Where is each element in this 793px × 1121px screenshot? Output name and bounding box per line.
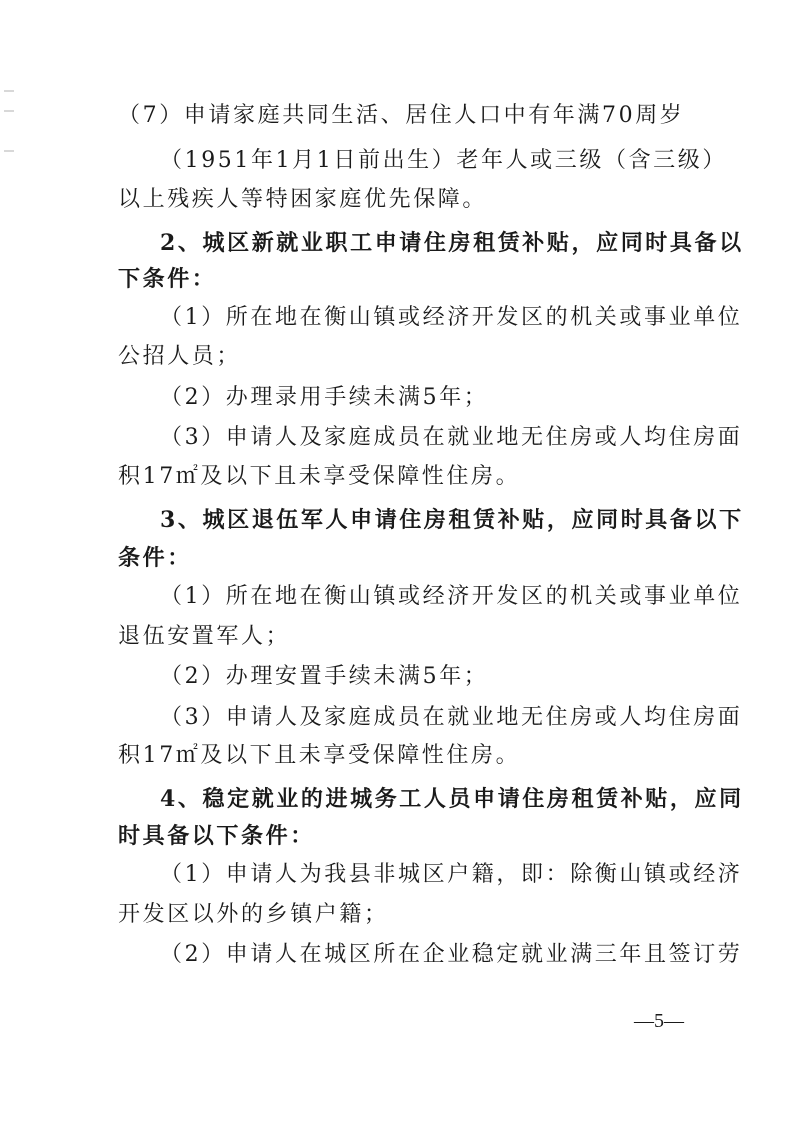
section-heading: 3、城区退伍军人申请住房租赁补贴，应同时具备以下 — [160, 507, 744, 533]
text-line: 退伍安置军人； — [118, 624, 291, 649]
scan-artifact — [4, 90, 14, 92]
text-line: （3）申请人及家庭成员在就业地无住房或人均住房面 — [160, 425, 743, 450]
text-line: （2）办理录用手续未满5年； — [160, 385, 489, 410]
text-line: 开发区以外的乡镇户籍； — [118, 902, 389, 927]
text-line: 公招人员； — [118, 344, 242, 369]
scan-artifact — [4, 110, 14, 112]
text-line: （1）所在地在衡山镇或经济开发区的机关或事业单位 — [160, 584, 743, 609]
text-line: 积17㎡及以下且未享受保障性住房。 — [118, 743, 521, 768]
text-line: 积17㎡及以下且未享受保障性住房。 — [118, 464, 521, 489]
scan-artifact — [4, 150, 14, 152]
text-line: （7）申请家庭共同生活、居住人口中有年满70周岁 — [118, 103, 685, 128]
section-heading-cont: 条件： — [118, 545, 192, 571]
section-heading-cont: 下条件： — [118, 266, 217, 292]
text-line: （3）申请人及家庭成员在就业地无住房或人均住房面 — [160, 705, 743, 730]
section-heading: 4、稳定就业的进城务工人员申请住房租赁补贴，应同 — [160, 786, 744, 812]
text-line: （1951年1月1日前出生）老年人或三级（含三级） — [160, 148, 727, 173]
page-number: —5— — [634, 1010, 684, 1032]
section-heading: 2、城区新就业职工申请住房租赁补贴，应同时具备以 — [160, 230, 744, 256]
text-line: （2）办理安置手续未满5年； — [160, 664, 489, 689]
text-line: （2）申请人在城区所在企业稳定就业满三年且签订劳 — [160, 942, 743, 967]
section-heading-cont: 时具备以下条件： — [118, 823, 315, 849]
text-line: 以上残疾人等特困家庭优先保障。 — [118, 187, 488, 212]
text-line: （1）申请人为我县非城区户籍，即：除衡山镇或经济 — [160, 862, 743, 887]
text-line: （1）所在地在衡山镇或经济开发区的机关或事业单位 — [160, 305, 743, 330]
